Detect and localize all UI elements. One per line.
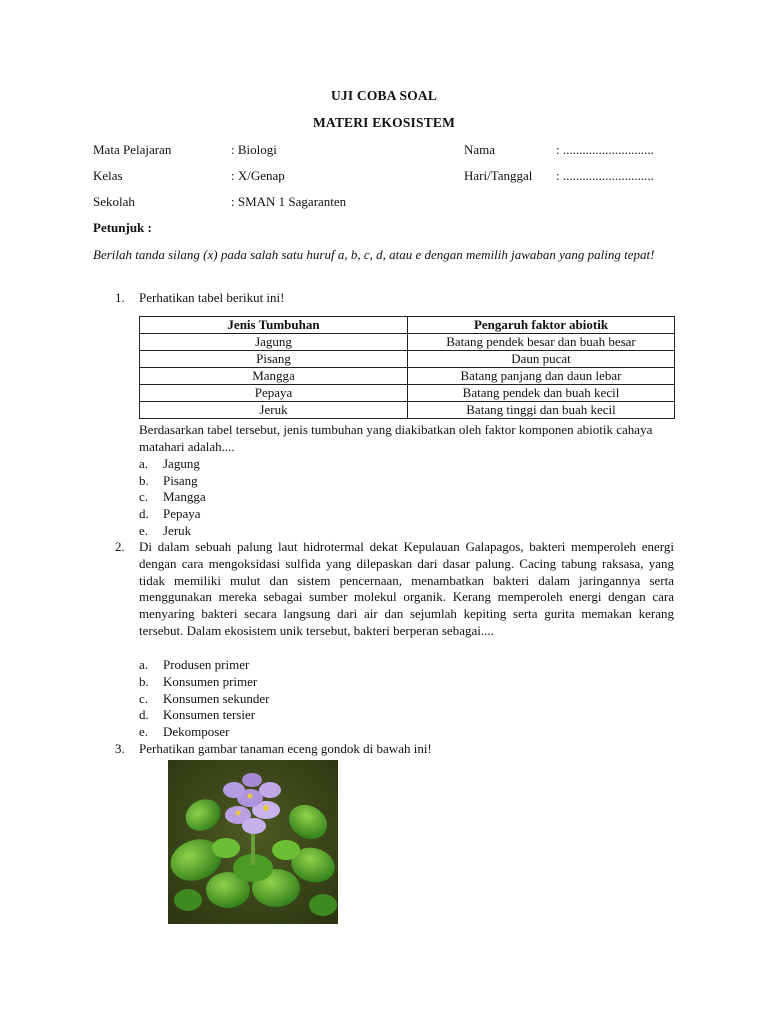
- exam-title: UJI COBA SOAL: [330, 88, 438, 103]
- table-row: [140, 402, 675, 419]
- option-text: Jagung: [163, 456, 200, 471]
- option-letter: b.: [139, 473, 149, 488]
- tanggal-label: Hari/Tanggal: [464, 168, 533, 183]
- table-cell: Jeruk: [140, 402, 408, 419]
- option-1e[interactable]: [139, 522, 191, 539]
- option-text: Produsen primer: [163, 657, 250, 672]
- water-hyacinth-illustration: [168, 760, 338, 924]
- question-2-text: Di dalam sebuah palung laut hidrotermal dekat Kepulauan Galapagos, bakteri memperoleh energi dengan cara mengoksidasi sulfida yang dilepaskan dari dasar palung. Cacing tabung raksasa, yang tidak memiliki mulut dan sistem pencernaan, menambatkan bakteri dalam jaringannya serta menggunakan mereka sebagai sumber molekul organik. Kerang memperoleh energi dengan cara menyaring bakteri secara langsung dari air dan sejumlah kepiting serta gurita memakan kerang tersebut. Dalam ekosistem unik tersebut, bakteri berperan sebagai....: [139, 539, 674, 638]
- option-letter: d.: [139, 707, 149, 722]
- mapel-label: Mata Pelajaran: [93, 142, 172, 157]
- sekolah-label: Sekolah: [93, 194, 135, 209]
- option-text: Mangga: [163, 489, 206, 504]
- kelas-label: Kelas: [93, 168, 123, 183]
- table-row: [140, 351, 675, 368]
- table-header-cell: Jenis Tumbuhan: [140, 317, 408, 334]
- option-letter: b.: [139, 674, 149, 689]
- option-letter: a.: [139, 657, 149, 672]
- question-1-prompt: Perhatikan tabel berikut ini!: [139, 290, 285, 305]
- option-letter: c.: [139, 489, 149, 504]
- option-text: Konsumen primer: [163, 674, 258, 689]
- option-2b[interactable]: [139, 673, 257, 690]
- table-cell: Mangga: [140, 368, 408, 385]
- option-text: Pepaya: [163, 506, 201, 521]
- option-1c[interactable]: [139, 488, 206, 505]
- table-row: [140, 368, 675, 385]
- table-header-row: [140, 317, 675, 334]
- exam-subtitle: MATERI EKOSISTEM: [312, 115, 456, 130]
- question-1-number: 1.: [115, 290, 125, 305]
- option-letter: c.: [139, 691, 149, 706]
- table-cell: Batang pendek besar dan buah besar: [408, 334, 675, 351]
- option-text: Jeruk: [163, 523, 192, 538]
- table-cell: Batang tinggi dan buah kecil: [408, 402, 675, 419]
- option-1a[interactable]: [139, 455, 200, 472]
- table-header-cell: Pengaruh faktor abiotik: [408, 317, 675, 334]
- nama-value: : ............................: [556, 142, 654, 157]
- option-letter: e.: [139, 724, 149, 739]
- option-2d[interactable]: [139, 706, 255, 723]
- nama-label: Nama: [464, 142, 496, 157]
- tanggal-value: : ............................: [556, 168, 654, 183]
- question-3-text: Perhatikan gambar tanaman eceng gondok di bawah ini!: [139, 741, 432, 756]
- table-cell: Daun pucat: [408, 351, 675, 368]
- option-text: Konsumen tersier: [163, 707, 256, 722]
- instructions-heading: Petunjuk :: [93, 220, 152, 235]
- water-hyacinth-photo: [168, 760, 338, 924]
- option-letter: a.: [139, 456, 149, 471]
- table-row: [140, 334, 675, 351]
- table-cell: Batang pendek dan buah kecil: [408, 385, 675, 402]
- question-3-number: 3.: [115, 741, 125, 756]
- sekolah-value: : SMAN 1 Sagaranten: [231, 194, 347, 209]
- option-text: Dekomposer: [163, 724, 230, 739]
- option-2c[interactable]: [139, 690, 270, 707]
- table-cell: Pisang: [140, 351, 408, 368]
- table-cell: Batang panjang dan daun lebar: [408, 368, 675, 385]
- instructions-text: Berilah tanda silang (x) pada salah satu huruf a, b, c, d, atau e dengan memilih jawaban yang paling tepat!: [93, 247, 655, 262]
- mapel-value: : Biologi: [231, 142, 277, 157]
- kelas-value: : X/Genap: [231, 168, 285, 183]
- table-cell: Pepaya: [140, 385, 408, 402]
- abiotic-table: [139, 316, 675, 419]
- option-letter: e.: [139, 523, 149, 538]
- option-letter: d.: [139, 506, 149, 521]
- option-text: Konsumen sekunder: [163, 691, 270, 706]
- question-2-number: 2.: [115, 539, 125, 554]
- option-text: Pisang: [163, 473, 198, 488]
- table-cell: Jagung: [140, 334, 408, 351]
- table-row: [140, 385, 675, 402]
- option-1b[interactable]: [139, 472, 198, 489]
- option-1d[interactable]: [139, 505, 201, 522]
- question-1-text: Berdasarkan tabel tersebut, jenis tumbuhan yang diakibatkan oleh faktor komponen abiotik cahaya matahari adalah....: [139, 422, 653, 454]
- option-2a[interactable]: [139, 656, 249, 673]
- option-2e[interactable]: [139, 723, 229, 740]
